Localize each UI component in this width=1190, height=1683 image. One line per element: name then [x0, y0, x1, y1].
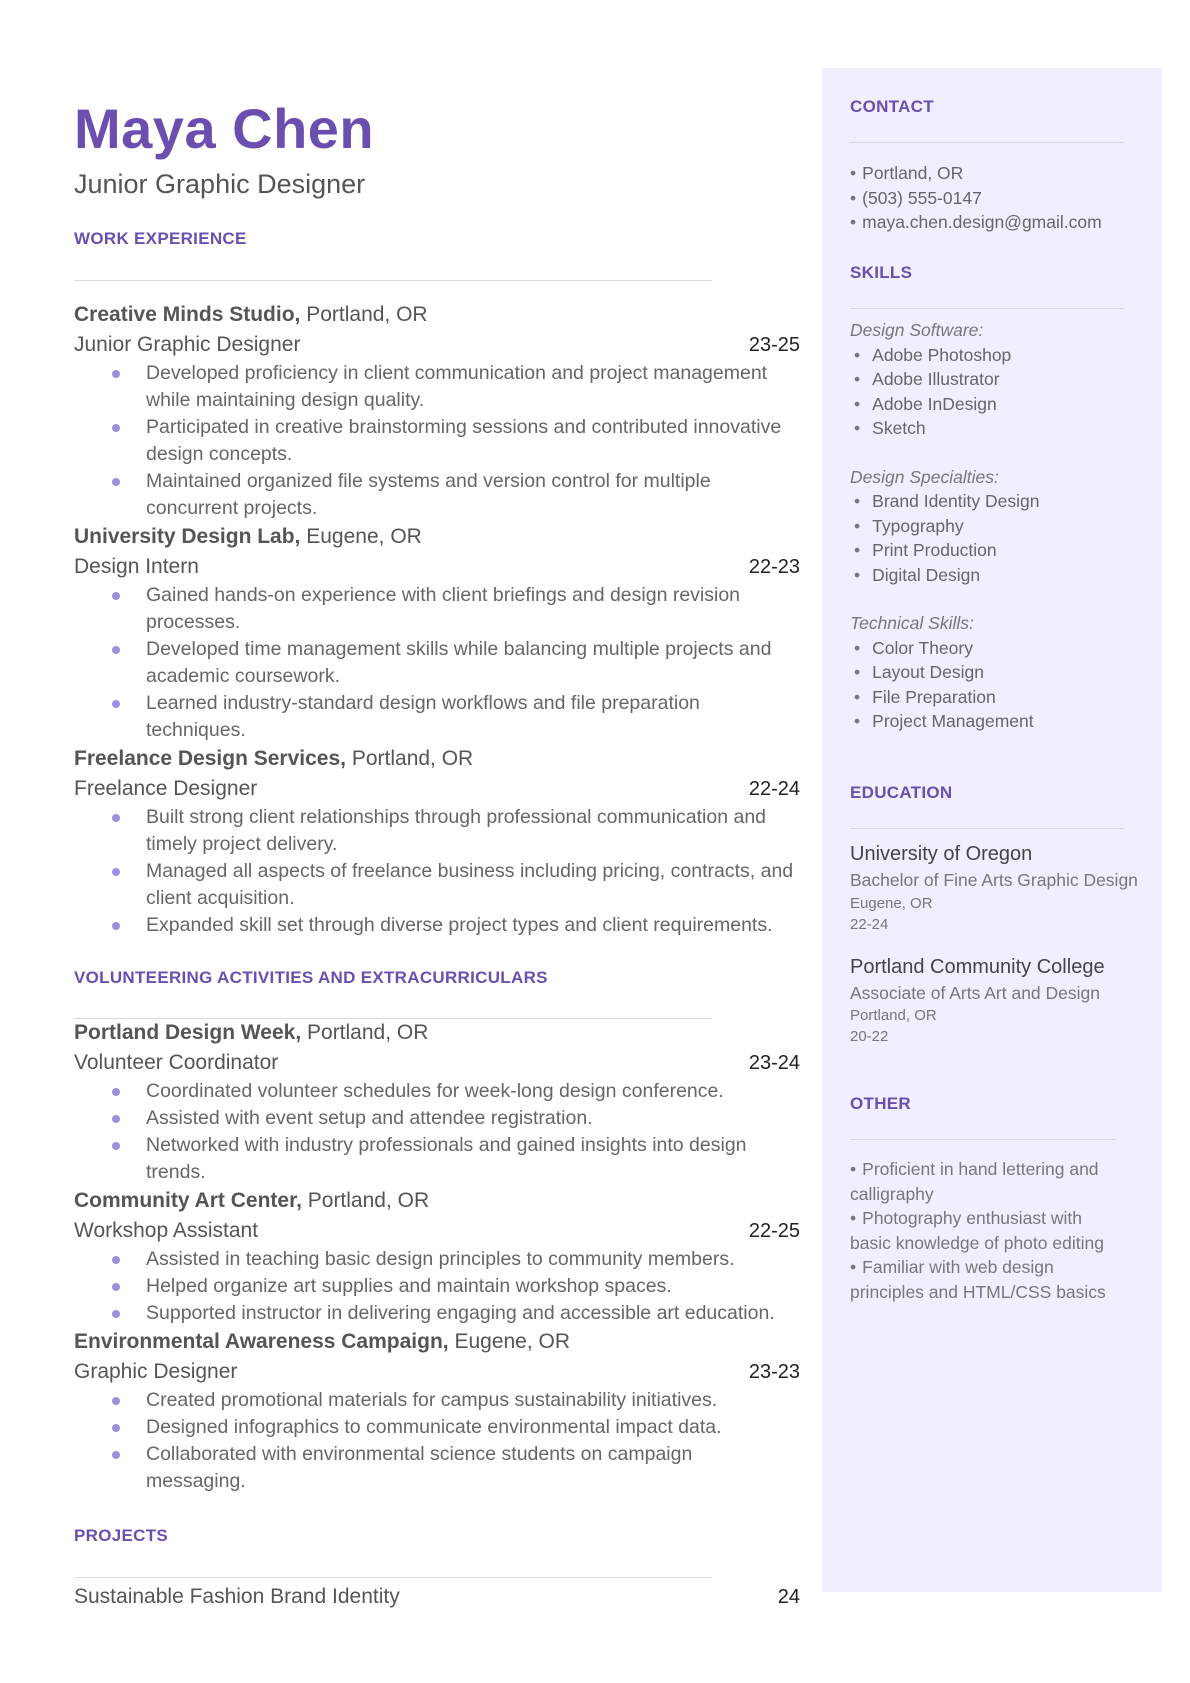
bullet-dot-icon — [112, 700, 120, 708]
entry-bullets — [74, 804, 800, 939]
entry-bullets — [74, 1246, 800, 1327]
skill-item — [850, 685, 1140, 710]
skill-name: Print Production — [872, 540, 997, 560]
project-item — [74, 1582, 800, 1612]
skill-name: Brand Identity Design — [872, 491, 1040, 511]
skill-name: Digital Design — [872, 564, 981, 585]
other-item — [850, 1157, 1120, 1206]
skill-item — [850, 489, 1140, 514]
entry-location: Eugene, OR — [300, 525, 422, 548]
entry-role: Design Intern — [74, 555, 199, 578]
skills-list — [850, 318, 1140, 734]
entry-role: Freelance Designer — [74, 777, 258, 800]
bullet-dot-icon — [112, 424, 120, 432]
other-bullet: • — [850, 1257, 857, 1277]
entry-location: Eugene, OR — [448, 1330, 571, 1353]
work-entries — [74, 300, 800, 939]
entry-role-line — [74, 330, 800, 360]
skill-bullet: • — [854, 369, 861, 389]
skill-bullet: • — [854, 662, 861, 682]
other-bullet: • — [850, 1208, 857, 1228]
skill-bullet: • — [854, 540, 861, 560]
skills-group-gap — [850, 587, 1140, 611]
bullet-text: Networked with industry professionals and gained insights into design trends. — [146, 1134, 747, 1183]
bullet-dot-icon — [112, 1397, 120, 1405]
entry-organization: Environmental Awareness Campaign, — [74, 1330, 449, 1353]
projects-heading: PROJECTS — [74, 1526, 169, 1545]
skill-name: Adobe Photoshop — [872, 344, 1012, 365]
entry-role-line — [74, 774, 800, 804]
entry-bullet — [74, 1105, 796, 1132]
skill-item — [850, 367, 1140, 392]
skill-bullet: • — [854, 564, 861, 585]
bullet-text: Developed proficiency in client communication and project management while maintaining design quality. — [146, 362, 768, 411]
bullet-text: Managed all aspects of freelance business including pricing, contracts, and client acquisition. — [146, 860, 794, 909]
entry-role-line — [74, 1216, 800, 1246]
entry-bullet — [74, 636, 796, 690]
bullet-dot-icon — [112, 1310, 120, 1318]
entry-role: Junior Graphic Designer — [74, 333, 301, 356]
entry-bullets — [74, 582, 800, 744]
skill-bullet: • — [854, 418, 861, 438]
entry-role: Volunteer Coordinator — [74, 1051, 279, 1074]
bullet-text: Assisted in teaching basic design principles to community members. — [146, 1248, 735, 1270]
other-list — [850, 1157, 1120, 1304]
skill-bullet: • — [854, 344, 861, 365]
other-item — [850, 1255, 1120, 1304]
entry-location: Portland, OR — [346, 747, 474, 770]
contact-divider — [850, 142, 1124, 143]
entry-bullet — [74, 360, 796, 414]
other-item — [850, 1206, 1120, 1255]
experience-entry — [74, 300, 800, 522]
sidebar — [822, 68, 1162, 1592]
bullet-dot-icon — [112, 1256, 120, 1264]
entry-bullet — [74, 1300, 796, 1327]
experience-entry — [74, 522, 800, 744]
other-text: Photography enthusiast with basic knowledge of photo editing — [850, 1208, 1104, 1253]
entry-dates: 22-23 — [748, 556, 800, 578]
skill-bullet: • — [854, 393, 861, 414]
skill-name: Layout Design — [872, 662, 985, 682]
entry-organization: Community Art Center, — [74, 1189, 302, 1212]
experience-entry — [74, 1327, 800, 1495]
bullet-dot-icon — [112, 922, 120, 930]
entry-role-line — [74, 552, 800, 582]
bullet-text: Coordinated volunteer schedules for week-long design conference. — [146, 1080, 724, 1102]
entry-organization: University Design Lab, — [74, 525, 301, 548]
entry-location: Portland, OR — [300, 303, 428, 326]
education-entry — [850, 840, 1140, 935]
volunteer-heading: VOLUNTEERING ACTIVITIES AND EXTRACURRICULARS — [74, 968, 548, 987]
bullet-text: Gained hands-on experience with client briefings and design revision processes. — [146, 584, 741, 633]
experience-entry — [74, 744, 800, 939]
entry-bullet — [74, 804, 796, 858]
entry-bullet — [74, 1246, 796, 1273]
other-text: Proficient in hand lettering and calligraphy — [850, 1159, 1099, 1204]
skill-item — [850, 343, 1140, 368]
contact-heading: CONTACT — [850, 97, 934, 116]
candidate-name: Maya Chen — [74, 97, 375, 160]
skill-bullet: • — [854, 637, 861, 658]
entry-bullets — [74, 360, 800, 522]
skill-name: Typography — [872, 515, 964, 536]
education-entry — [850, 953, 1140, 1048]
entry-location: Portland, OR — [301, 1021, 429, 1044]
bullet-dot-icon — [112, 1451, 120, 1459]
work-divider — [74, 280, 712, 281]
skill-name: Color Theory — [872, 637, 973, 658]
bullet-dot-icon — [112, 478, 120, 486]
bullet-dot-icon — [112, 868, 120, 876]
contact-email: • maya.chen.design@gmail.com — [850, 212, 1102, 232]
bullet-text: Built strong client relationships through professional communication and timely project delivery. — [146, 806, 767, 855]
bullet-dot-icon — [112, 1088, 120, 1096]
entry-role: Workshop Assistant — [74, 1219, 259, 1242]
education-degree: Bachelor of Fine Arts Graphic Design — [850, 870, 1138, 890]
project-name: Sustainable Fashion Brand Identity — [74, 1585, 400, 1608]
other-heading: OTHER — [850, 1094, 911, 1113]
bullet-text: Helped organize art supplies and maintain workshop spaces. — [146, 1275, 672, 1297]
education-school: Portland Community College — [850, 955, 1105, 978]
skill-bullet: • — [854, 491, 861, 511]
entry-bullet — [74, 1078, 796, 1105]
entry-dates: 23-25 — [748, 334, 800, 356]
education-dates: 20-22 — [850, 1028, 889, 1045]
entry-bullet — [74, 1387, 796, 1414]
entry-role-line — [74, 1357, 800, 1387]
entry-org-line — [74, 522, 800, 552]
skill-name: Adobe InDesign — [872, 393, 997, 414]
entry-organization: Creative Minds Studio, — [74, 303, 301, 326]
entry-location: Portland, OR — [301, 1189, 430, 1212]
education-degree: Associate of Arts Art and Design — [850, 982, 1100, 1003]
entry-bullet — [74, 468, 796, 522]
education-divider — [850, 828, 1124, 829]
skill-item — [850, 538, 1140, 563]
projects-divider — [74, 1577, 712, 1578]
skills-category: Design Software: — [850, 320, 984, 340]
skill-item — [850, 563, 1140, 588]
bullet-dot-icon — [112, 592, 120, 600]
bullet-dot-icon — [112, 370, 120, 378]
skill-name: Adobe Illustrator — [872, 369, 1000, 389]
entry-bullets — [74, 1387, 800, 1495]
skill-name: Sketch — [872, 418, 926, 438]
bullet-text: Developed time management skills while balancing multiple projects and academic coursework. — [146, 638, 772, 687]
bullet-text: Participated in creative brainstorming sessions and contributed innovative design concepts. — [146, 416, 782, 465]
education-dates: 22-24 — [850, 915, 889, 933]
education-location: Portland, OR — [850, 1007, 937, 1024]
skill-item — [850, 709, 1140, 734]
bullet-text: Supported instructor in delivering engaging and accessible art education. — [146, 1302, 775, 1324]
skill-bullet: • — [854, 515, 861, 536]
experience-entry — [74, 1018, 800, 1186]
entry-bullets — [74, 1078, 800, 1186]
bullet-dot-icon — [112, 1424, 120, 1432]
entry-org-line — [74, 1186, 800, 1216]
entry-org-line — [74, 300, 800, 330]
contact-list — [850, 161, 1140, 235]
contact-location: • Portland, OR — [850, 163, 964, 183]
bullet-dot-icon — [112, 1283, 120, 1291]
other-divider — [850, 1139, 1116, 1140]
bullet-text: Created promotional materials for campus sustainability initiatives. — [146, 1389, 718, 1411]
contact-phone: • (503) 555-0147 — [850, 187, 982, 208]
skills-divider — [850, 308, 1124, 309]
candidate-title: Junior Graphic Designer — [74, 169, 366, 199]
bullet-text: Collaborated with environmental science students on campaign messaging. — [146, 1443, 693, 1492]
education-heading: EDUCATION — [850, 783, 953, 802]
entry-role-line — [74, 1048, 800, 1078]
entry-organization: Portland Design Week, — [74, 1021, 302, 1044]
skills-category: Technical Skills: — [850, 613, 974, 633]
bullet-text: Assisted with event setup and attendee registration. — [146, 1107, 593, 1129]
skill-name: File Preparation — [872, 686, 996, 707]
skills-group-gap — [850, 441, 1140, 465]
skills-heading: SKILLS — [850, 263, 913, 282]
education-list — [850, 840, 1140, 1047]
bullet-text: Maintained organized file systems and version control for multiple concurrent projects. — [146, 470, 711, 519]
skill-bullet: • — [854, 711, 861, 731]
entry-dates: 23-23 — [748, 1361, 800, 1383]
skill-item — [850, 660, 1140, 685]
entry-org-line — [74, 1327, 800, 1357]
entry-dates: 22-25 — [748, 1220, 800, 1242]
other-bullet: • — [850, 1159, 857, 1179]
volunteer-entries — [74, 1018, 800, 1495]
education-location: Eugene, OR — [850, 894, 933, 912]
entry-bullet — [74, 582, 796, 636]
entry-role: Graphic Designer — [74, 1360, 238, 1383]
bullet-dot-icon — [112, 646, 120, 654]
entry-bullet — [74, 1273, 796, 1300]
skill-item — [850, 636, 1140, 661]
entry-organization: Freelance Design Services, — [74, 747, 346, 770]
entry-bullet — [74, 858, 796, 912]
bullet-text: Learned industry-standard design workflows and file preparation techniques. — [146, 692, 700, 741]
skill-item — [850, 392, 1140, 417]
project-date: 24 — [777, 1586, 800, 1608]
skills-category: Design Specialties: — [850, 466, 999, 487]
skill-bullet: • — [854, 686, 861, 707]
entry-dates: 22-24 — [748, 778, 800, 800]
entry-bullet — [74, 912, 796, 939]
entry-bullet — [74, 1441, 796, 1495]
entry-dates: 23-24 — [748, 1052, 800, 1074]
skill-item — [850, 416, 1140, 441]
bullet-text: Expanded skill set through diverse project types and client requirements. — [146, 914, 773, 936]
work-experience-heading: WORK EXPERIENCE — [74, 229, 247, 248]
education-school: University of Oregon — [850, 843, 1033, 865]
entry-bullet — [74, 1132, 796, 1186]
bullet-dot-icon — [112, 1142, 120, 1150]
entry-bullet — [74, 414, 796, 468]
entry-bullet — [74, 1414, 796, 1441]
entry-org-line — [74, 744, 800, 774]
other-text: Familiar with web design principles and HTML/CSS basics — [850, 1257, 1106, 1302]
entry-org-line — [74, 1018, 800, 1048]
bullet-dot-icon — [112, 1115, 120, 1123]
entry-bullet — [74, 690, 796, 744]
skill-name: Project Management — [872, 711, 1034, 731]
bullet-text: Designed infographics to communicate environmental impact data. — [146, 1416, 722, 1438]
skill-item — [850, 514, 1140, 539]
bullet-dot-icon — [112, 814, 120, 822]
experience-entry — [74, 1186, 800, 1327]
